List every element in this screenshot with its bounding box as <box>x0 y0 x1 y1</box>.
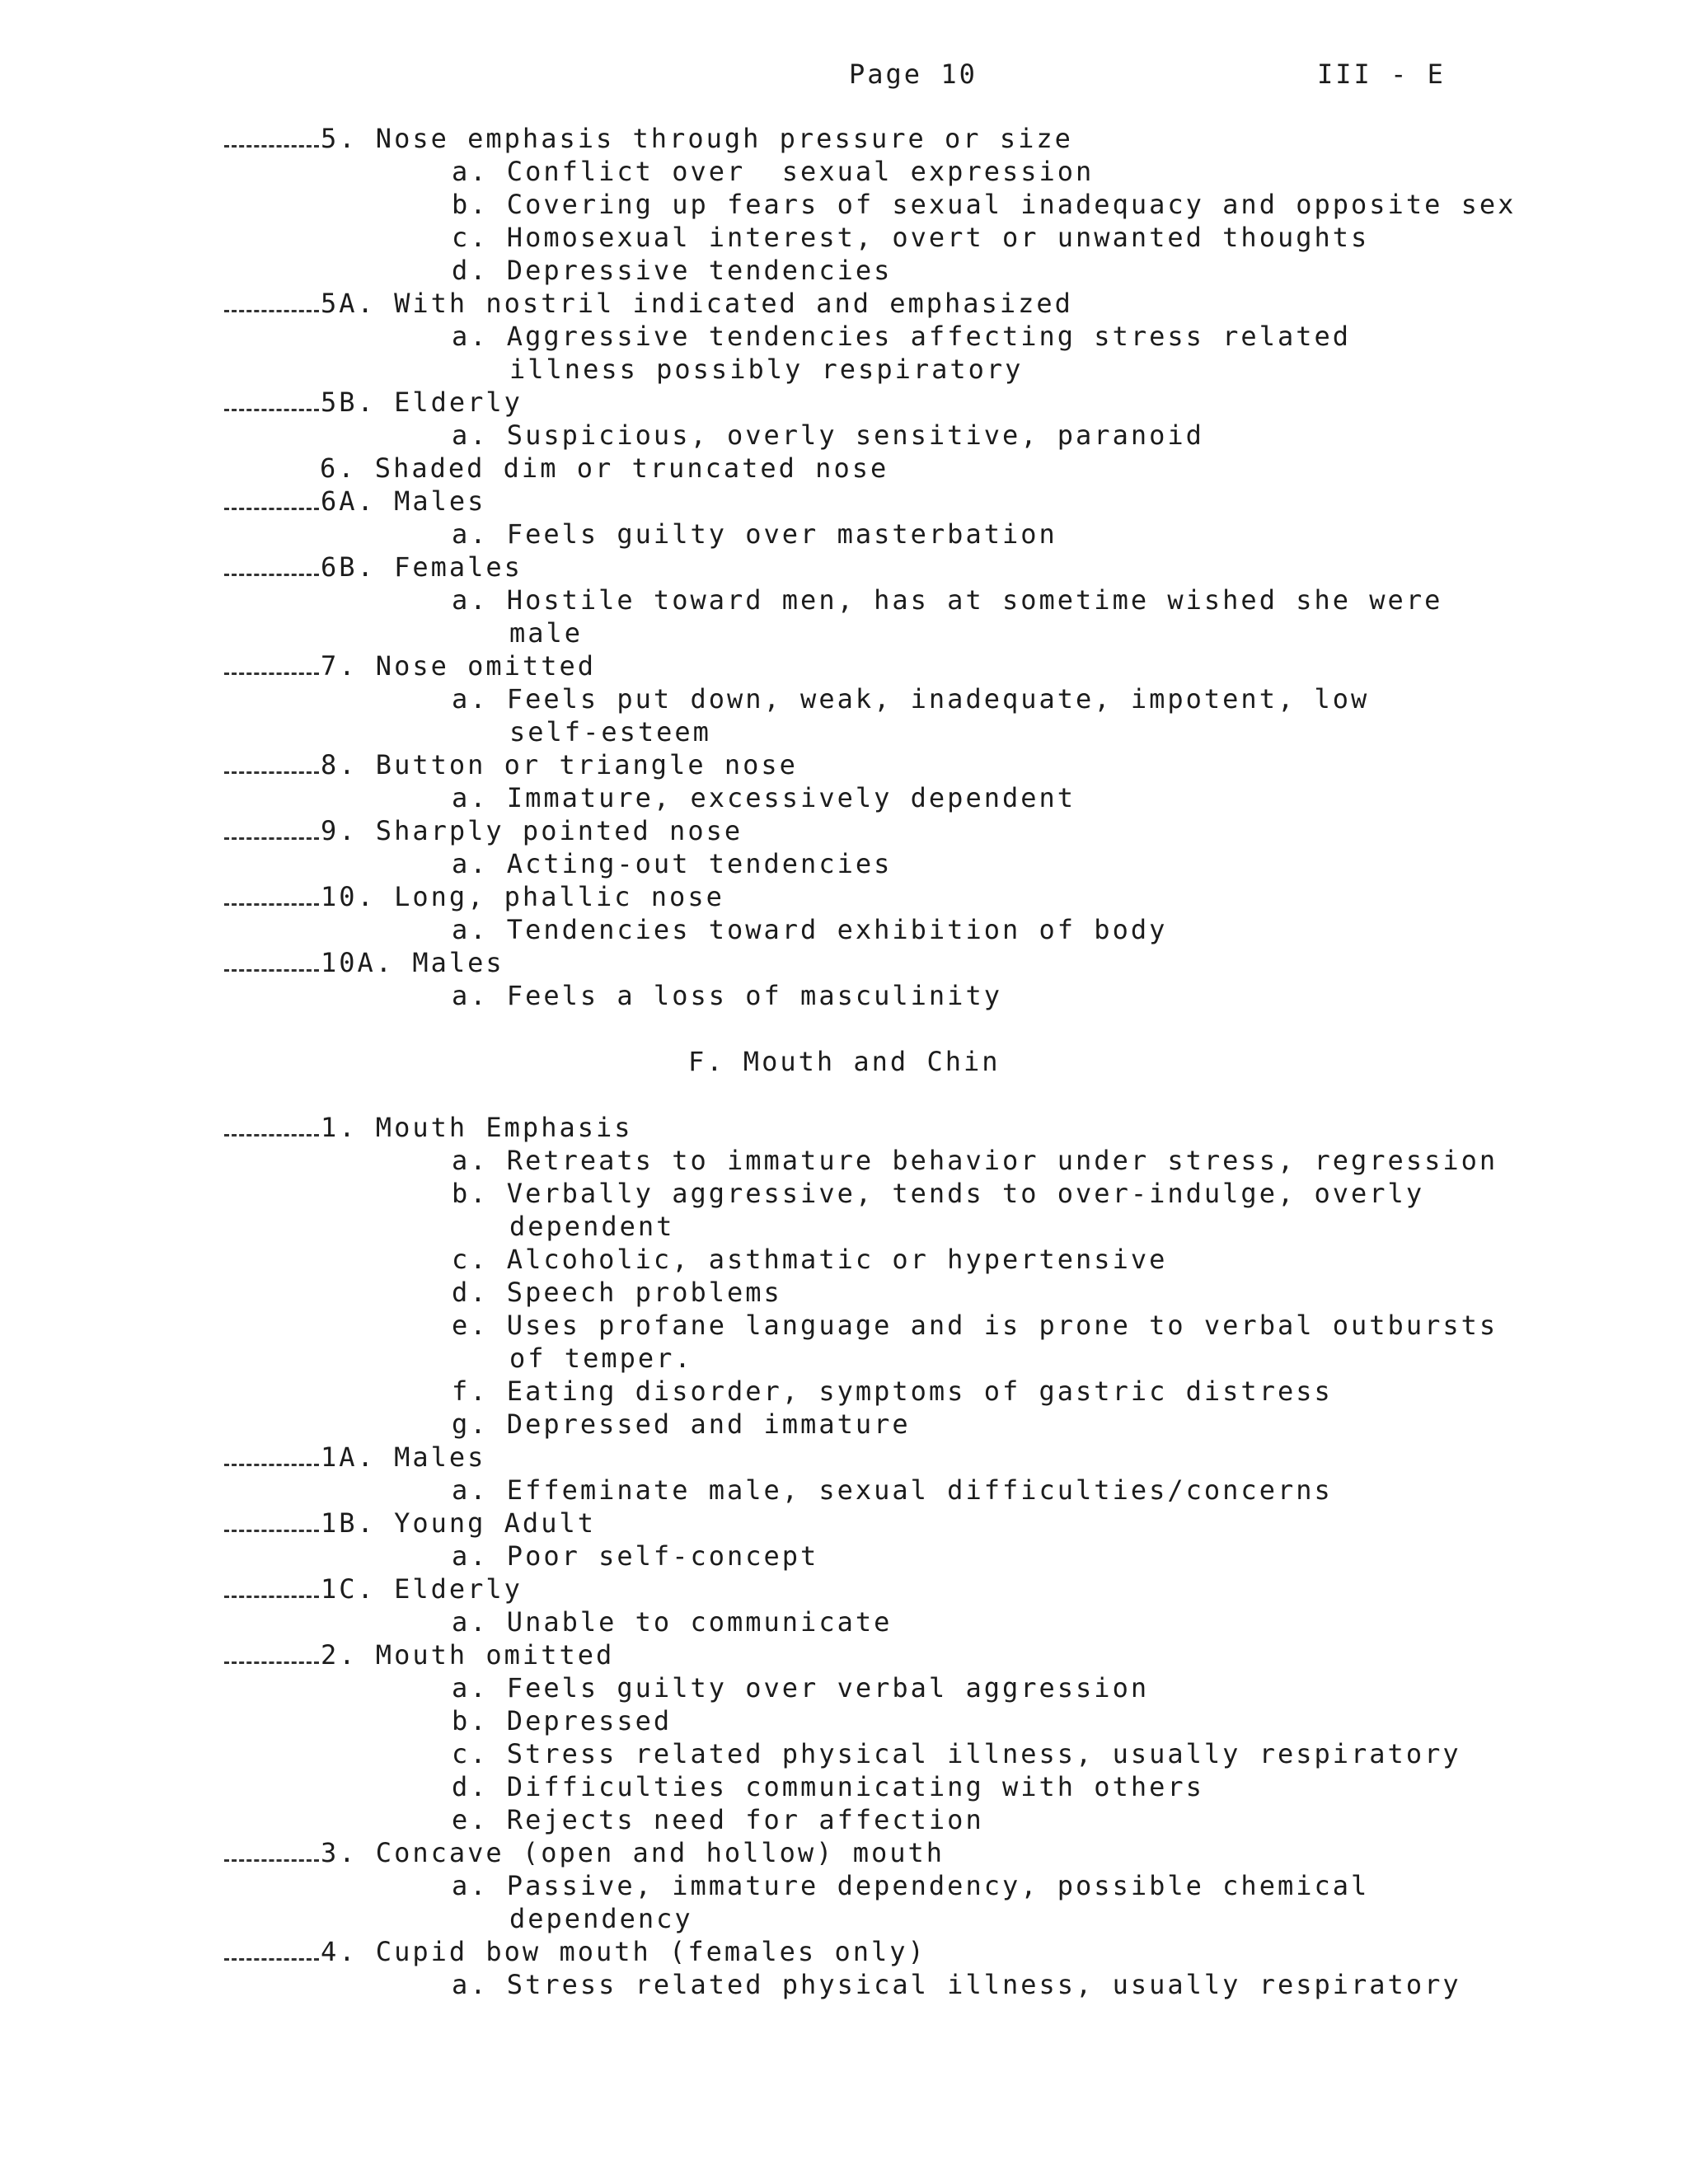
item-line <box>224 1572 523 1605</box>
answer-blank <box>224 654 319 675</box>
item-text: 10A. Males <box>321 947 504 978</box>
answer-blank <box>224 490 319 510</box>
item-line <box>224 122 1073 155</box>
sub-item-line: a. Effeminate male, sexual difficulties/concerns <box>452 1474 1333 1506</box>
sub-item-line: g. Depressed and immature <box>452 1408 911 1440</box>
sub-item-line: c. Homosexual interest, overt or unwanted thoughts <box>452 222 1370 253</box>
item-text: 1C. Elderly <box>321 1573 523 1605</box>
item-text: 1A. Males <box>321 1441 486 1473</box>
answer-blank <box>224 391 319 411</box>
item-text: 5B. Elderly <box>321 387 523 418</box>
answer-blank <box>224 885 319 906</box>
item-text: 2. Mouth omitted <box>321 1639 615 1671</box>
sub-item-line: a. Hostile toward men, has at sometime wished she were <box>452 584 1443 616</box>
answer-blank <box>224 951 319 972</box>
sub-item-line: f. Eating disorder, symptoms of gastric distress <box>452 1376 1333 1407</box>
item-text: 7. Nose omitted <box>321 650 596 682</box>
item-text: 10. Long, phallic nose <box>321 881 724 912</box>
answer-blank <box>224 753 319 774</box>
answer-blank <box>224 819 319 840</box>
sub-item-line: a. Poor self-concept <box>452 1540 819 1572</box>
item-line <box>224 1441 485 1474</box>
answer-blank <box>224 1511 319 1532</box>
item-line <box>224 485 485 518</box>
sub-item-line: d. Depressive tendencies <box>452 255 893 286</box>
item-line <box>224 287 1073 320</box>
item-line <box>224 551 523 583</box>
sub-item-line: a. Feels a loss of masculinity <box>452 980 1002 1011</box>
item-text: 5A. With nostril indicated and emphasized <box>321 288 1073 319</box>
answer-blank <box>224 1577 319 1598</box>
sub-item-line: d. Difficulties communicating with others <box>452 1771 1204 1802</box>
sub-item-line: a. Tendencies toward exhibition of body <box>452 914 1168 945</box>
item-line <box>224 946 504 979</box>
answer-blank <box>224 1940 319 1961</box>
sub-item-line: a. Passive, immature dependency, possible chemical <box>452 1870 1370 1901</box>
sub-item-line: a. Aggressive tendencies affecting stress related <box>452 321 1352 352</box>
sub-item-line: e. Uses profane language and is prone to verbal outbursts <box>452 1310 1498 1341</box>
continuation-line: dependency <box>509 1903 693 1934</box>
page-number: Page 10 <box>849 59 978 90</box>
item-text: 1. Mouth Emphasis <box>321 1112 633 1143</box>
sub-item-line: c. Alcoholic, asthmatic or hypertensive <box>452 1244 1168 1275</box>
sub-item-line: b. Covering up fears of sexual inadequacy and opposite sex <box>452 189 1517 220</box>
answer-blank <box>224 1643 319 1664</box>
continuation-line: male <box>509 617 584 649</box>
sub-item-line: a. Feels guilty over verbal aggression <box>452 1672 1150 1704</box>
sub-item-line: a. Acting-out tendencies <box>452 848 893 879</box>
section-title: F. Mouth and Chin <box>688 1046 1001 1077</box>
sub-item-line: d. Speech problems <box>452 1277 782 1308</box>
sub-item-line: a. Feels guilty over masterbation <box>452 518 1057 550</box>
sub-item-line: b. Depressed <box>452 1705 673 1736</box>
sub-item-line: e. Rejects need for affection <box>452 1804 984 1835</box>
item-text: 6A. Males <box>321 485 486 517</box>
sub-item-line: a. Stress related physical illness, usually respiratory <box>452 1969 1461 2000</box>
item-text: 9. Sharply pointed nose <box>321 815 743 846</box>
item-line <box>224 814 743 847</box>
answer-blank <box>224 1446 319 1466</box>
item-text: 5. Nose emphasis through pressure or size <box>321 123 1073 154</box>
item-text: 4. Cupid bow mouth (females only) <box>321 1936 926 1967</box>
item-text: 6B. Females <box>321 551 523 583</box>
item-line <box>224 1935 926 1968</box>
answer-blank <box>224 292 319 312</box>
sub-item-line: c. Stress related physical illness, usually respiratory <box>452 1738 1461 1769</box>
item-line <box>224 1111 633 1144</box>
item-line <box>224 1836 945 1869</box>
sub-item-line: b. Verbally aggressive, tends to over-indulge, overly <box>452 1178 1425 1209</box>
sub-item-line: a. Conflict over sexual expression <box>452 156 1095 187</box>
continuation-line: self-esteem <box>509 716 711 748</box>
answer-blank <box>224 555 319 576</box>
sub-item-line: a. Unable to communicate <box>452 1606 893 1638</box>
continuation-line: dependent <box>509 1211 675 1242</box>
item-line <box>224 649 596 682</box>
sub-item-line: a. Feels put down, weak, inadequate, impotent, low <box>452 683 1370 715</box>
item-line <box>224 1638 614 1671</box>
sub-item-line: a. Suspicious, overly sensitive, paranoid <box>452 419 1204 451</box>
answer-blank <box>224 1841 319 1862</box>
answer-blank <box>224 127 319 148</box>
item-line <box>224 386 523 419</box>
item-line <box>224 748 798 781</box>
continuation-line: of temper. <box>509 1343 693 1374</box>
section-code: III - E <box>1317 59 1446 90</box>
continuation-line: illness possibly respiratory <box>509 354 1024 385</box>
answer-blank <box>224 1116 319 1137</box>
item-line <box>320 452 889 485</box>
item-line <box>224 1507 596 1540</box>
sub-item-line: a. Retreats to immature behavior under stress, regression <box>452 1145 1498 1176</box>
item-text: 1B. Young Adult <box>321 1507 596 1539</box>
item-line <box>224 880 724 913</box>
item-text: 8. Button or triangle nose <box>321 749 798 780</box>
sub-item-line: a. Immature, excessively dependent <box>452 782 1076 813</box>
item-text: 3. Concave (open and hollow) mouth <box>321 1837 945 1868</box>
item-text: 6. Shaded dim or truncated nose <box>320 452 889 484</box>
